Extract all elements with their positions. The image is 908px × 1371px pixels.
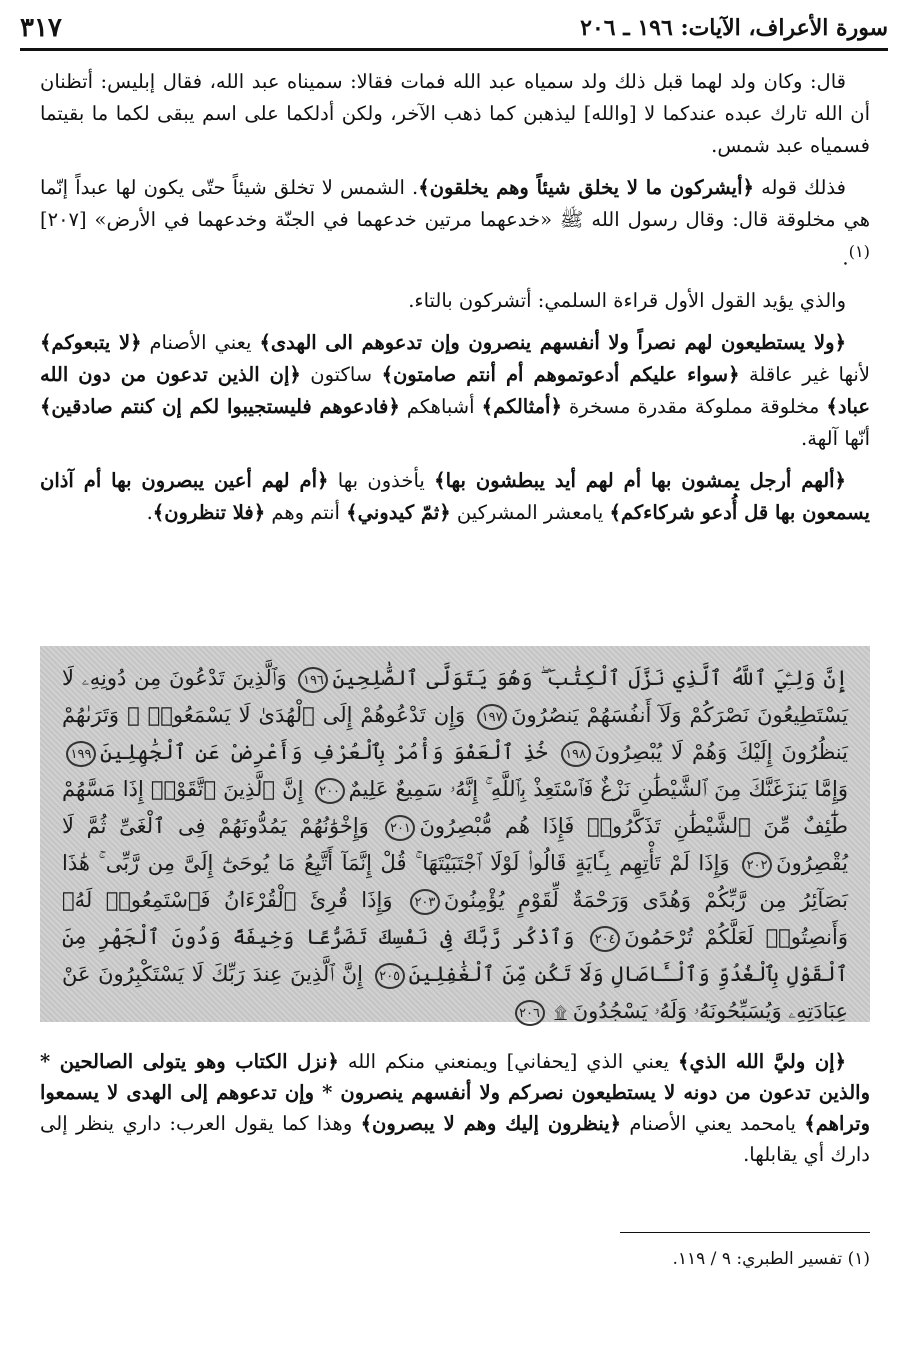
ayah-number-marker: ١٩٧ [477,704,507,730]
page-header [20,12,888,44]
quran-quote: ﴿ينظرون إليك وهم لا يبصرون﴾ [360,1112,622,1135]
ayah-number-marker: ١٩٩ [66,741,96,767]
running-title: سورة الأعراف، الآيات: ١٩٦ ـ ٢٠٦ [580,15,888,41]
paragraph-text: أشباهكم [399,394,482,418]
verse-196: إِنَّ وَلِـِّۧيَ ٱللَّهُ ٱلَّذِي نَزَّلَ ٱلْكِتَٰبَ ۖ وَهُوَ يَتَوَلَّى ٱلصَّٰلِحِينَ [332,666,848,690]
quran-quote: ﴿لا يتبعوكم﴾ [40,330,142,354]
footnote-divider [620,1232,870,1233]
commentary-top [40,66,870,539]
quran-verses-box [40,646,870,1022]
paragraph-text: أنّها آلهة. [801,426,870,450]
verse-197: وَٱلَّذِينَ تَدْعُونَ مِن دُونِهِۦ لَا يَسْتَطِيعُونَ نَصْرَكُمْ وَلَآ أَنفُسَهُمْ يَنصُرُونَ [62,666,848,727]
footnote [40,1246,870,1272]
paragraph-3 [40,285,870,317]
ayah-number-marker: ٢٠٥ [375,963,405,989]
footnote-text: تفسير الطبري: ٩ / ١١٩. [672,1249,843,1269]
quran-quote: ﴿ولا يستطيعون لهم نصراً ولا أنفسهم ينصرون وإن تدعوهم الى الهدى﴾ [259,330,846,354]
footnote-mark: (١) [847,1249,870,1269]
quran-quote: ﴿إن الذين تدعون من دون الله عباد﴾ [40,362,870,418]
paragraph-text: . [842,246,849,270]
quran-quote: ﴿ثمّ كيدوني﴾ [346,500,451,524]
paragraph-text: والذي يؤيد القول الأول قراءة السلمي: أتشركون بالتاء. [408,288,846,312]
quran-quote: ﴿فادعوهم فليستجيبوا لكم إن كنتم صادقين﴾ [40,394,400,418]
page-number: ٣١٧ [20,13,62,43]
quran-quote: ﴿إن وليَّ الله الذي﴾ [678,1050,846,1073]
verse-199: خُذِ ٱلْعَفْوَ وَأْمُرْ بِٱلْعُرْفِ وَأَعْرِضْ عَنِ ٱلْجَٰهِلِينَ [100,740,548,764]
paragraph-text: أنتم وهم [265,500,347,524]
paragraph-6 [40,1046,870,1170]
verse-205: وَٱذْكُر رَّبَّكَ فِى نَفْسِكَ تَضَرُّعًا وَخِيفَةً وَدُونَ ٱلْجَهْرِ مِنَ ٱلْقَوْلِ بِٱلْغُدُوِّ وَٱلْـَٔاصَالِ وَلَا تَكُن مِّنَ ٱلْغَٰفِلِينَ [62,925,848,986]
paragraph-text: ساكتون [300,362,382,386]
paragraph-2 [40,172,870,275]
ayah-number-marker: ١٩٦ [298,667,328,693]
paragraph-4 [40,327,870,455]
ayah-number-marker: ١٩٨ [561,741,591,767]
verse-198: وَإِن تَدْعُوهُمْ إِلَى ٱلْهُدَىٰ لَا يَسْمَعُوا۟ ۖ وَتَرَىٰهُمْ يَنظُرُونَ إِلَيْكَ وَهُمْ لَا يُبْصِرُونَ [62,703,848,764]
quran-quote: ﴿سواء عليكم أدعوتموهم أم أنتم صامتون﴾ [381,362,740,386]
quran-quote: ﴿ألهم أرجل يمشون بها أم لهم أيد يبطشون بها﴾ [434,468,846,492]
quran-quote: ﴿أيشركون ما لا يخلق شيئاً وهم يخلقون﴾ [418,176,754,199]
header-rule [20,48,888,51]
paragraph-text: . [146,500,153,524]
paragraph-text: قال: وكان ولد لهما قبل ذلك ولد سمياه عبد الله فمات فقالا: سميناه عبد الله، فقال إبليس: أتظنان أن الله تارك عبده عندكما لا [والله] ليذهبن كما ذهب الآخر، ولكن أدلكما على اسم يبقى لكما ما بقيتما فسمياه عبد شمس. [40,70,870,157]
ayah-number-marker: ٢٠٤ [590,926,620,952]
ayah-number-marker: ٢٠٢ [742,852,772,878]
quran-quote: ﴿فلا تنظرون﴾ [152,500,266,524]
paragraph-text: فذلك قوله [753,176,846,199]
ayah-number-marker: ٢٠٦ [515,1000,545,1026]
verse-206: إِنَّ ٱلَّذِينَ عِندَ رَبِّكَ لَا يَسْتَكْبِرُونَ عَنْ عِبَادَتِهِۦ وَيُسَبِّحُونَهُۥ وَلَهُۥ يَسْجُدُونَ [62,962,848,1023]
paragraph-text: يامعشر المشركين [450,500,610,524]
verse-202: وَإِخْوَٰنُهُمْ يَمُدُّونَهُمْ فِى ٱلْغَىِّ ثُمَّ لَا يُقْصِرُونَ [62,814,848,875]
quran-quote: ﴿أمثالكم﴾ [481,394,562,418]
paragraph-text: يامحمد يعني الأصنام [621,1112,805,1135]
sajda-icon: ۩ [554,1003,567,1022]
paragraph-text: يعني الذي [يحفاني] ويمنعني منكم الله [338,1050,679,1073]
paragraph-text: يأخذون بها [328,468,435,492]
paragraph-1 [40,66,870,162]
footnote-ref: (١) [848,242,870,261]
verse-201: إِنَّ ٱلَّذِينَ ٱتَّقَوْا۟ إِذَا مَسَّهُمْ طَٰٓئِفٌ مِّنَ ٱلشَّيْطَٰنِ تَذَكَّرُوا۟ فَإِذَا هُم مُّبْصِرُونَ [62,777,848,838]
verse-204: وَإِذَا قُرِئَ ٱلْقُرْءَانُ فَٱسْتَمِعُوا۟ لَهُۥ وَأَنصِتُوا۟ لَعَلَّكُمْ تُرْحَمُونَ [62,888,848,949]
paragraph-text: يعني الأصنام [141,330,260,354]
ayah-number-marker: ٢٠٣ [410,889,440,915]
ayah-number-marker: ٢٠٠ [315,778,345,804]
commentary-bottom [40,1046,870,1170]
paragraph-text: . الشمس لا تخلق شيئاً حتّى يكون لها عبداً إنّما هي مخلوقة قال: وقال رسول الله ﷺ «خدعهما مرتين خدعهما في الجنّة وخدعهما في الأرض» [٢٠٧] [40,176,870,231]
paragraph-5 [40,465,870,529]
verse-200: وَإِمَّا يَنزَغَنَّكَ مِنَ ٱلشَّيْطَٰنِ نَزْغٌ فَٱسْتَعِذْ بِٱللَّهِ ۚ إِنَّهُۥ سَمِيعٌ عَلِيمٌ [348,777,849,801]
verse-203: وَإِذَا لَمْ تَأْتِهِم بِـَٔايَةٍ قَالُوا۟ لَوْلَا ٱجْتَبَيْتَهَا ۚ قُلْ إِنَّمَآ أَتَّبِعُ مَا يُوحَىٰٓ إِلَىَّ مِن رَّبِّى ۚ هَٰذَا بَصَآئِرُ مِن رَّبِّكُمْ وَهُدًى وَرَحْمَةٌ لِّقَوْمٍ يُؤْمِنُونَ [62,851,848,912]
paragraph-text: لأنها غير عاقلة [739,362,870,386]
ayah-number-marker: ٢٠١ [385,815,415,841]
paragraph-text: وهذا كما يقول العرب: داري ينظر إلى دارك أي يقابلها. [40,1112,870,1166]
paragraph-text: مخلوقة مملوكة مقدرة مسخرة [561,394,827,418]
quran-quote: ﴿نزل الكتاب وهو يتولى الصالحين * والذين تدعون من دونه لا يستطيعون نصركم ولا أنفسهم ينصرون * وإن تدعوهم إلى الهدى لا يسمعوا وتراهم﴾ [40,1050,870,1135]
quran-quote: ﴿أم لهم أعين يبصرون بها أم آذان يسمعون بها قل أُدعو شركاءكم﴾ [40,468,870,524]
